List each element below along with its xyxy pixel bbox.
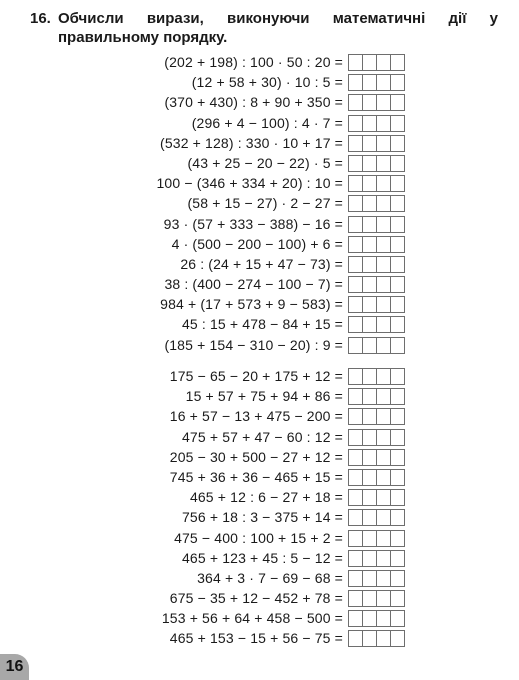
answer-boxes[interactable] bbox=[348, 509, 404, 526]
answer-cell[interactable] bbox=[376, 236, 391, 253]
answer-cell[interactable] bbox=[390, 115, 405, 132]
answer-cell[interactable] bbox=[390, 74, 405, 91]
expression-text: 16 + 57 − 13 + 475 − 200 = bbox=[169, 408, 343, 425]
answer-cell[interactable] bbox=[390, 429, 405, 446]
answer-boxes[interactable] bbox=[348, 630, 404, 647]
answer-cell[interactable] bbox=[362, 236, 377, 253]
answer-boxes[interactable] bbox=[348, 449, 404, 466]
answer-cell[interactable] bbox=[376, 469, 391, 486]
answer-cell[interactable] bbox=[348, 296, 363, 313]
answer-boxes[interactable] bbox=[348, 610, 404, 627]
answer-cell[interactable] bbox=[348, 115, 363, 132]
answer-cell[interactable] bbox=[348, 530, 363, 547]
answer-cell[interactable] bbox=[348, 175, 363, 192]
answer-cell[interactable] bbox=[348, 337, 363, 354]
expression-row bbox=[0, 467, 519, 487]
answer-cell[interactable] bbox=[376, 590, 391, 607]
expression-text: 38 : (400 − 274 − 100 − 7) = bbox=[164, 276, 343, 293]
answer-cell[interactable] bbox=[362, 469, 377, 486]
expression-text: 756 + 18 : 3 − 375 + 14 = bbox=[182, 509, 343, 526]
answer-cell[interactable] bbox=[376, 216, 391, 233]
answer-cell[interactable] bbox=[390, 408, 405, 425]
answer-cell[interactable] bbox=[348, 155, 363, 172]
answer-cell[interactable] bbox=[362, 296, 377, 313]
expression-row bbox=[0, 314, 519, 334]
answer-boxes[interactable] bbox=[348, 256, 404, 273]
answer-cell[interactable] bbox=[376, 610, 391, 627]
expression-row bbox=[0, 628, 519, 648]
expression-text: 465 + 123 + 45 : 5 − 12 = bbox=[182, 549, 343, 566]
answer-cell[interactable] bbox=[348, 429, 363, 446]
expression-row bbox=[0, 568, 519, 588]
answer-cell[interactable] bbox=[362, 429, 377, 446]
answer-cell[interactable] bbox=[362, 175, 377, 192]
expression-text: 153 + 56 + 64 + 458 − 500 = bbox=[161, 610, 343, 627]
answer-boxes[interactable] bbox=[348, 135, 404, 152]
expression-row bbox=[0, 153, 519, 173]
expression-text: (43 + 25 − 20 − 22) · 5 = bbox=[187, 154, 343, 171]
expression-row bbox=[0, 72, 519, 92]
answer-cell[interactable] bbox=[376, 296, 391, 313]
expression-text: 465 + 12 : 6 − 27 + 18 = bbox=[189, 489, 343, 506]
expression-text: 4 · (500 − 200 − 100) + 6 = bbox=[171, 235, 343, 252]
answer-cell[interactable] bbox=[376, 489, 391, 506]
answer-cell[interactable] bbox=[390, 388, 405, 405]
answer-cell[interactable] bbox=[390, 469, 405, 486]
answer-cell[interactable] bbox=[376, 155, 391, 172]
answer-cell[interactable] bbox=[390, 256, 405, 273]
answer-cell[interactable] bbox=[348, 74, 363, 91]
expression-row bbox=[0, 254, 519, 274]
expression-row bbox=[0, 386, 519, 406]
expression-text: 475 + 57 + 47 − 60 : 12 = bbox=[182, 428, 343, 445]
expression-row bbox=[0, 366, 519, 386]
expression-text: (370 + 430) : 8 + 90 + 350 = bbox=[164, 94, 343, 111]
answer-boxes[interactable] bbox=[348, 94, 404, 111]
answer-cell[interactable] bbox=[348, 630, 363, 647]
answer-cell[interactable] bbox=[348, 408, 363, 425]
answer-boxes[interactable] bbox=[348, 570, 404, 587]
answer-cell[interactable] bbox=[376, 316, 391, 333]
answer-cell[interactable] bbox=[376, 195, 391, 212]
answer-cell[interactable] bbox=[362, 316, 377, 333]
answer-cell[interactable] bbox=[348, 368, 363, 385]
answer-cell[interactable] bbox=[348, 256, 363, 273]
answer-boxes[interactable] bbox=[348, 489, 404, 506]
answer-cell[interactable] bbox=[376, 175, 391, 192]
answer-cell[interactable] bbox=[376, 630, 391, 647]
answer-cell[interactable] bbox=[376, 449, 391, 466]
expression-text: (185 + 154 − 310 − 20) : 9 = bbox=[164, 336, 343, 353]
expression-text: 465 + 153 − 15 + 56 − 75 = bbox=[169, 630, 343, 647]
answer-cell[interactable] bbox=[376, 94, 391, 111]
answer-boxes[interactable] bbox=[348, 155, 404, 172]
expression-text: (202 + 198) : 100 · 50 : 20 = bbox=[164, 54, 343, 70]
answer-cell[interactable] bbox=[348, 570, 363, 587]
answer-cell[interactable] bbox=[348, 509, 363, 526]
answer-cell[interactable] bbox=[390, 368, 405, 385]
answer-cell[interactable] bbox=[362, 135, 377, 152]
expression-text: 175 − 65 − 20 + 175 + 12 = bbox=[169, 368, 343, 384]
answer-cell[interactable] bbox=[362, 216, 377, 233]
expression-text: 26 : (24 + 15 + 47 − 73) = bbox=[180, 255, 343, 272]
expression-row bbox=[0, 608, 519, 628]
expression-row bbox=[0, 52, 519, 72]
answer-cell[interactable] bbox=[362, 115, 377, 132]
answer-cell[interactable] bbox=[390, 135, 405, 152]
answer-cell[interactable] bbox=[376, 530, 391, 547]
answer-cell[interactable] bbox=[348, 135, 363, 152]
answer-cell[interactable] bbox=[390, 590, 405, 607]
answer-cell[interactable] bbox=[348, 388, 363, 405]
page-number: 16 bbox=[0, 654, 29, 680]
answer-cell[interactable] bbox=[362, 509, 377, 526]
answer-cell[interactable] bbox=[390, 630, 405, 647]
expression-row bbox=[0, 335, 519, 355]
answer-cell[interactable] bbox=[390, 530, 405, 547]
answer-cell[interactable] bbox=[376, 276, 391, 293]
answer-cell[interactable] bbox=[362, 388, 377, 405]
answer-cell[interactable] bbox=[376, 550, 391, 567]
answer-boxes[interactable] bbox=[348, 388, 404, 405]
answer-cell[interactable] bbox=[390, 155, 405, 172]
answer-cell[interactable] bbox=[390, 94, 405, 111]
answer-cell[interactable] bbox=[362, 408, 377, 425]
expression-row bbox=[0, 427, 519, 447]
answer-cell[interactable] bbox=[348, 316, 363, 333]
answer-cell[interactable] bbox=[376, 74, 391, 91]
task-instruction: Обчисли вирази, виконуючи математичні дії у правильному порядку. bbox=[58, 10, 498, 46]
answer-boxes[interactable] bbox=[348, 337, 404, 354]
expression-text: 984 + (17 + 573 + 9 − 583) = bbox=[160, 296, 343, 313]
expression-text: 205 − 30 + 500 − 27 + 12 = bbox=[169, 448, 343, 465]
answer-cell[interactable] bbox=[390, 337, 405, 354]
expression-text: 45 : 15 + 478 − 84 + 15 = bbox=[182, 316, 343, 333]
answer-boxes[interactable] bbox=[348, 296, 404, 313]
answer-boxes[interactable] bbox=[348, 276, 404, 293]
answer-cell[interactable] bbox=[376, 429, 391, 446]
expression-row bbox=[0, 487, 519, 507]
expression-row bbox=[0, 234, 519, 254]
expression-row bbox=[0, 113, 519, 133]
answer-boxes[interactable] bbox=[348, 469, 404, 486]
answer-cell[interactable] bbox=[390, 296, 405, 313]
answer-cell[interactable] bbox=[362, 74, 377, 91]
answer-cell[interactable] bbox=[390, 550, 405, 567]
answer-cell[interactable] bbox=[390, 610, 405, 627]
answer-boxes[interactable] bbox=[348, 236, 404, 253]
answer-cell[interactable] bbox=[376, 115, 391, 132]
answer-cell[interactable] bbox=[348, 236, 363, 253]
expression-row bbox=[0, 507, 519, 527]
answer-cell[interactable] bbox=[376, 368, 391, 385]
expression-row bbox=[0, 214, 519, 234]
expression-text: 475 − 400 : 100 + 15 + 2 = bbox=[174, 529, 343, 546]
answer-cell[interactable] bbox=[390, 509, 405, 526]
answer-cell[interactable] bbox=[348, 54, 363, 71]
answer-cell[interactable] bbox=[390, 570, 405, 587]
answer-cell[interactable] bbox=[376, 256, 391, 273]
expression-row bbox=[0, 294, 519, 314]
answer-cell[interactable] bbox=[376, 388, 391, 405]
expression-row bbox=[0, 173, 519, 193]
answer-boxes[interactable] bbox=[348, 74, 404, 91]
expression-text: (296 + 4 − 100) : 4 · 7 = bbox=[191, 114, 343, 131]
answer-cell[interactable] bbox=[348, 276, 363, 293]
answer-cell[interactable] bbox=[362, 449, 377, 466]
expression-text: (58 + 15 − 27) · 2 − 27 = bbox=[187, 195, 343, 212]
answer-cell[interactable] bbox=[362, 94, 377, 111]
answer-cell[interactable] bbox=[348, 489, 363, 506]
answer-cell[interactable] bbox=[362, 256, 377, 273]
answer-cell[interactable] bbox=[362, 530, 377, 547]
answer-boxes[interactable] bbox=[348, 368, 404, 385]
expression-row bbox=[0, 548, 519, 568]
expression-row bbox=[0, 193, 519, 213]
answer-cell[interactable] bbox=[362, 368, 377, 385]
expression-row bbox=[0, 406, 519, 426]
answer-cell[interactable] bbox=[348, 550, 363, 567]
answer-cell[interactable] bbox=[390, 489, 405, 506]
answer-cell[interactable] bbox=[376, 570, 391, 587]
answer-cell[interactable] bbox=[362, 155, 377, 172]
answer-boxes[interactable] bbox=[348, 550, 404, 567]
expression-row bbox=[0, 447, 519, 467]
answer-cell[interactable] bbox=[376, 337, 391, 354]
answer-boxes[interactable] bbox=[348, 408, 404, 425]
answer-cell[interactable] bbox=[390, 216, 405, 233]
expression-row bbox=[0, 274, 519, 294]
expression-row bbox=[0, 133, 519, 153]
answer-boxes[interactable] bbox=[348, 115, 404, 132]
answer-cell[interactable] bbox=[362, 590, 377, 607]
answer-cell[interactable] bbox=[362, 610, 377, 627]
expression-row bbox=[0, 528, 519, 548]
answer-cell[interactable] bbox=[376, 509, 391, 526]
answer-cell[interactable] bbox=[390, 175, 405, 192]
answer-cell[interactable] bbox=[362, 630, 377, 647]
answer-boxes[interactable] bbox=[348, 195, 404, 212]
answer-cell[interactable] bbox=[348, 469, 363, 486]
answer-cell[interactable] bbox=[376, 54, 391, 71]
answer-cell[interactable] bbox=[390, 195, 405, 212]
answer-cell[interactable] bbox=[390, 316, 405, 333]
answer-cell[interactable] bbox=[362, 195, 377, 212]
answer-boxes[interactable] bbox=[348, 175, 404, 192]
expression-text: 15 + 57 + 75 + 94 + 86 = bbox=[185, 388, 343, 405]
answer-cell[interactable] bbox=[362, 337, 377, 354]
answer-cell[interactable] bbox=[362, 276, 377, 293]
answer-boxes[interactable] bbox=[348, 316, 404, 333]
answer-cell[interactable] bbox=[348, 94, 363, 111]
expression-text: 93 · (57 + 333 − 388) − 16 = bbox=[163, 215, 343, 232]
answer-cell[interactable] bbox=[362, 489, 377, 506]
answer-boxes[interactable] bbox=[348, 590, 404, 607]
expression-text: (532 + 128) : 330 · 10 + 17 = bbox=[160, 134, 343, 151]
answer-boxes[interactable] bbox=[348, 54, 404, 71]
expression-group-2 bbox=[0, 366, 519, 649]
answer-cell[interactable] bbox=[376, 135, 391, 152]
answer-cell[interactable] bbox=[376, 408, 391, 425]
expression-text: 745 + 36 + 36 − 465 + 15 = bbox=[169, 468, 343, 485]
answer-cell[interactable] bbox=[348, 195, 363, 212]
expression-row bbox=[0, 92, 519, 112]
answer-boxes[interactable] bbox=[348, 530, 404, 547]
expression-text: (12 + 58 + 30) · 10 : 5 = bbox=[191, 74, 343, 91]
expression-text: 675 − 35 + 12 − 452 + 78 = bbox=[169, 590, 343, 607]
answer-boxes[interactable] bbox=[348, 429, 404, 446]
task-number: 16. bbox=[30, 10, 51, 27]
answer-cell[interactable] bbox=[348, 610, 363, 627]
answer-cell[interactable] bbox=[390, 236, 405, 253]
expression-text: 364 + 3 · 7 − 69 − 68 = bbox=[197, 569, 343, 586]
answer-boxes[interactable] bbox=[348, 216, 404, 233]
answer-cell[interactable] bbox=[390, 449, 405, 466]
answer-cell[interactable] bbox=[390, 276, 405, 293]
expression-group-1 bbox=[0, 52, 519, 355]
answer-cell[interactable] bbox=[362, 54, 377, 71]
answer-cell[interactable] bbox=[348, 216, 363, 233]
answer-cell[interactable] bbox=[362, 570, 377, 587]
answer-cell[interactable] bbox=[362, 550, 377, 567]
answer-cell[interactable] bbox=[390, 54, 405, 71]
expression-text: 100 − (346 + 334 + 20) : 10 = bbox=[156, 175, 343, 192]
expression-row bbox=[0, 588, 519, 608]
answer-cell[interactable] bbox=[348, 449, 363, 466]
answer-cell[interactable] bbox=[348, 590, 363, 607]
